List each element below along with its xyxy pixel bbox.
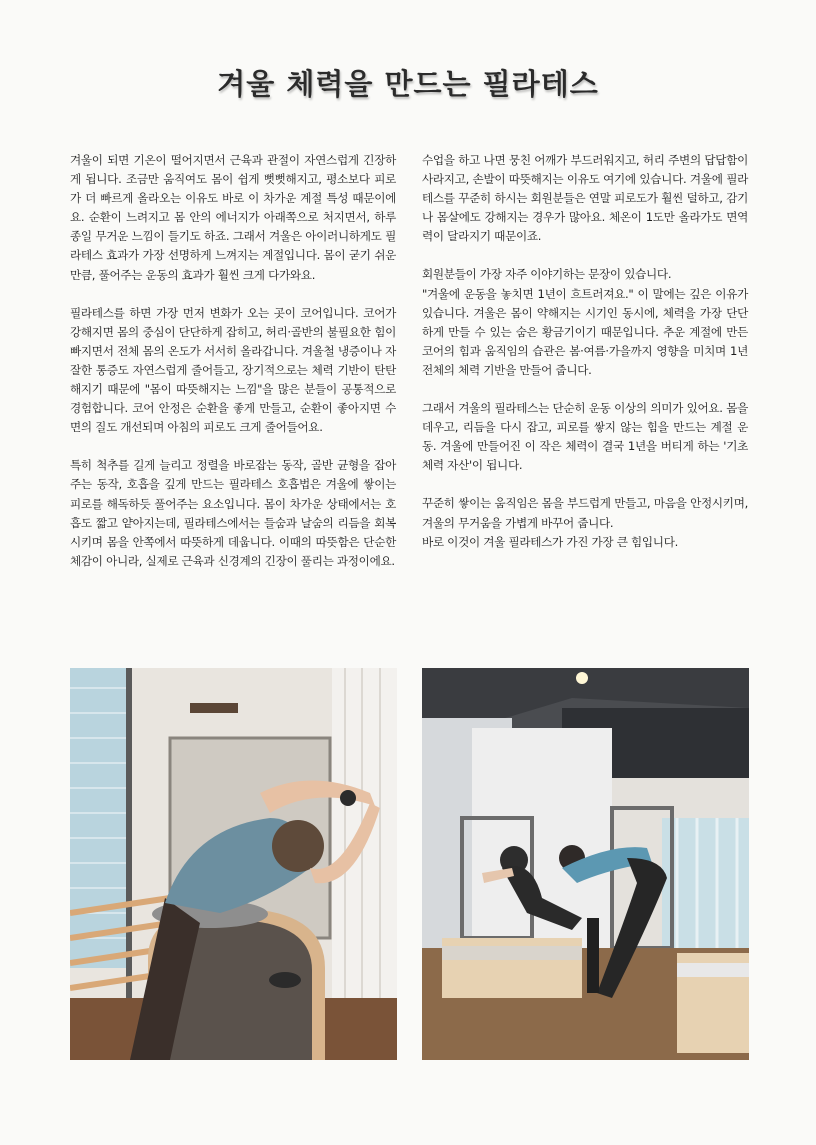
left-text-column (70, 151, 396, 590)
photo-reformer-class (422, 668, 749, 1060)
right-text-column (422, 151, 748, 571)
photo-barrel-stretch (70, 668, 397, 1060)
reformer-class-illustration (422, 668, 749, 1060)
paragraph: 꾸준히 쌓이는 움직임은 몸을 부드럽게 만들고, 마음을 안정시키며, 겨울의 무거움을 가볍게 바꾸어 줍니다. 바로 이것이 겨울 필라테스가 가진 가장 큰 힘입니다. (422, 496, 748, 549)
paragraph: 수업을 하고 나면 뭉친 어깨가 부드러워지고, 허리 주변의 답답함이 사라지고, 손발이 따뜻해지는 이유도 여기에 있습니다. 겨울에 필라테스를 꾸준히 하시는 회원분들은 연말 피로도가 훨씬 덜하고, 감기나 몸살에도 강해지는 경우가 많아요. 체온이 1도만 올라가도 면역력이 달라지기 때문이죠. (422, 153, 748, 244)
page-title: 겨울 체력을 만드는 필라테스 (217, 67, 599, 101)
barrel-stretch-illustration (70, 668, 397, 1060)
paragraph: 필라테스를 하면 가장 먼저 변화가 오는 곳이 코어입니다. 코어가 강해지면 몸의 중심이 단단하게 잡히고, 허리·골반의 불필요한 힘이 빠지면서 전체 몸의 온도가 서서히 올라갑니다. 겨울철 냉증이나 자잘한 통증도 자연스럽게 줄어들고, 장기적으로는 체력 기반이 탄탄해지기 때문에 "몸이 따뜻해지는 느낌"을 많은 분들이 공통적으로 경험합니다. 코어 안정은 순환을 좋게 만들고, 순환이 좋아지면 수면의 질도 개선되며 아침의 피로도 크게 줄어들어요. (70, 305, 396, 435)
paragraph: 특히 척추를 길게 늘리고 정렬을 바로잡는 동작, 골반 균형을 잡아주는 동작, 호흡을 깊게 만드는 필라테스 호흡법은 겨울에 쌓이는 피로를 해독하듯 풀어주는 요소입니다. 몸이 차가운 상태에서는 호흡도 짧고 얕아지는데, 필라테스에서는 들숨과 날숨의 리듬을 회복시키며 몸을 안쪽에서 따뜻하게 데웁니다. 이때의 따뜻함은 단순한 체감이 아니라, 실제로 근육과 신경계의 긴장이 풀리는 과정이에요. (70, 458, 396, 568)
paragraph: 그래서 겨울의 필라테스는 단순히 운동 이상의 의미가 있어요. 몸을 데우고, 리듬을 다시 잡고, 피로를 쌓지 않는 힘을 만드는 계절 운동. 겨울에 만들어진 이 작은 체력이 결국 1년을 버티게 하는 '기초 체력 자산'이 됩니다. (422, 401, 748, 473)
paragraph: 겨울이 되면 기온이 떨어지면서 근육과 관절이 자연스럽게 긴장하게 됩니다. 조금만 움직여도 몸이 쉽게 뻣뻣해지고, 평소보다 피로가 더 빠르게 올라오는 이유도 바로 이 차가운 계절 특성 때문이에요. 순환이 느려지고 몸 안의 에너지가 아래쪽으로 처지면서, 하루 종일 무거운 느낌이 들기도 하죠. 그래서 겨울은 아이러니하게도 필라테스 효과가 가장 선명하게 느껴지는 계절입니다. 몸이 굳기 쉬운 만큼, 풀어주는 운동의 효과가 훨씬 크게 다가와요. (70, 153, 396, 282)
paragraph: 회원분들이 가장 자주 이야기하는 문장이 있습니다. "겨울에 운동을 놓치면 1년이 흐트러져요." 이 말에는 깊은 이유가 있습니다. 겨울은 몸이 약해지는 시기인 동시에, 체력을 가장 단단하게 만들 수 있는 숨은 황금기이기 때문입니다. 추운 계절에 만든 코어의 힘과 움직임의 습관은 봄·여름·가을까지 영향을 미치며 1년 전체의 체력 기반을 만들어 줍니다. (422, 267, 748, 377)
